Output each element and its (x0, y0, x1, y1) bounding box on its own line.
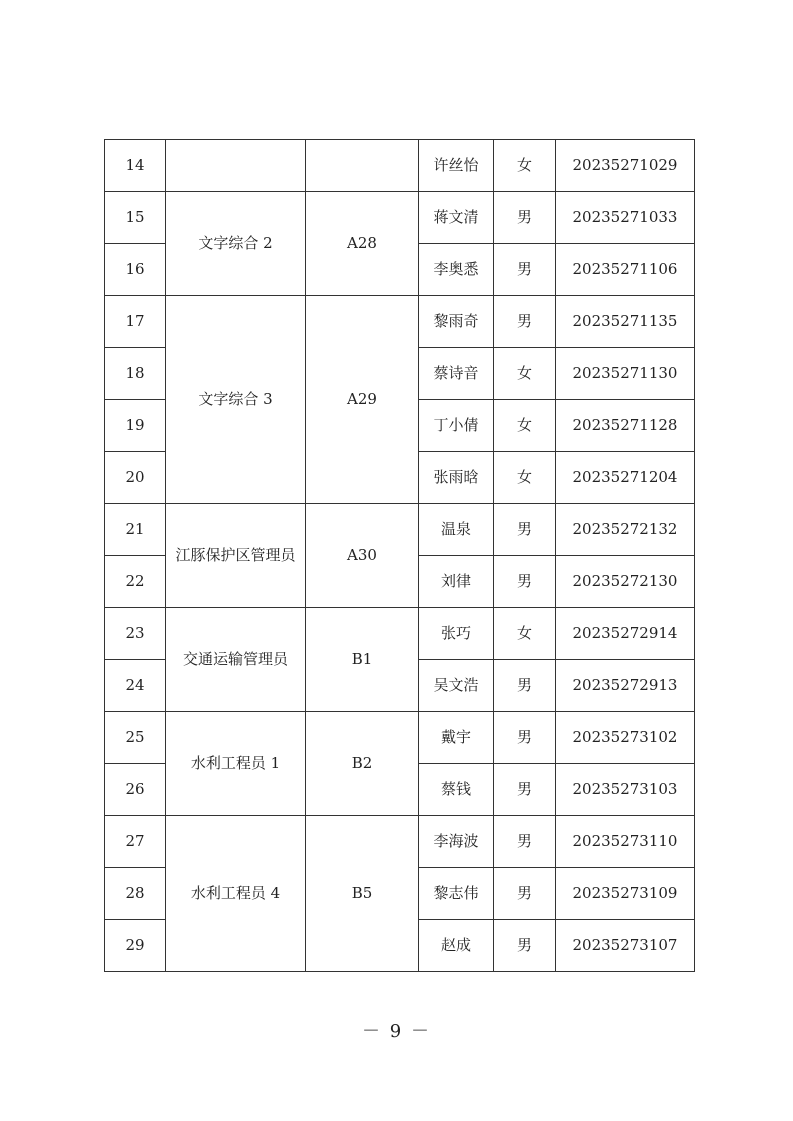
exam-id: 20235271128 (556, 400, 695, 452)
exam-id: 20235272130 (556, 556, 695, 608)
position-name (166, 140, 306, 192)
candidate-gender: 女 (494, 452, 556, 504)
position-name: 文字综合 2 (166, 192, 306, 296)
row-number: 16 (105, 244, 166, 296)
candidate-gender: 女 (494, 608, 556, 660)
row-number: 24 (105, 660, 166, 712)
row-number: 17 (105, 296, 166, 348)
row-number: 21 (105, 504, 166, 556)
exam-id: 20235271106 (556, 244, 695, 296)
row-number: 14 (105, 140, 166, 192)
row-number: 20 (105, 452, 166, 504)
candidate-name: 黎雨奇 (419, 296, 494, 348)
candidate-gender: 男 (494, 712, 556, 764)
row-number: 18 (105, 348, 166, 400)
table-row (105, 504, 695, 556)
table-row (105, 140, 695, 192)
row-number: 25 (105, 712, 166, 764)
position-code: A28 (306, 192, 419, 296)
row-number: 26 (105, 764, 166, 816)
candidate-name: 戴宇 (419, 712, 494, 764)
exam-id: 20235272914 (556, 608, 695, 660)
exam-id: 20235273102 (556, 712, 695, 764)
exam-id: 20235273107 (556, 920, 695, 972)
candidate-gender: 女 (494, 348, 556, 400)
row-number: 28 (105, 868, 166, 920)
candidate-gender: 女 (494, 400, 556, 452)
candidate-gender: 男 (494, 244, 556, 296)
candidate-name: 温泉 (419, 504, 494, 556)
exam-id: 20235271204 (556, 452, 695, 504)
exam-id: 20235272132 (556, 504, 695, 556)
position-name: 水利工程员 4 (166, 816, 306, 972)
position-code: B1 (306, 608, 419, 712)
table-row (105, 816, 695, 868)
candidate-gender: 女 (494, 140, 556, 192)
exam-id: 20235273110 (556, 816, 695, 868)
position-code: B2 (306, 712, 419, 816)
candidate-name: 刘律 (419, 556, 494, 608)
exam-id: 20235271130 (556, 348, 695, 400)
candidate-gender: 男 (494, 296, 556, 348)
candidate-name: 丁小倩 (419, 400, 494, 452)
exam-id: 20235271135 (556, 296, 695, 348)
position-name: 交通运输管理员 (166, 608, 306, 712)
position-code: B5 (306, 816, 419, 972)
position-code: A30 (306, 504, 419, 608)
table-row (105, 296, 695, 348)
candidate-table (104, 139, 695, 972)
row-number: 19 (105, 400, 166, 452)
exam-id: 20235273103 (556, 764, 695, 816)
candidate-name: 李奥悉 (419, 244, 494, 296)
candidate-name: 吴文浩 (419, 660, 494, 712)
candidate-gender: 男 (494, 660, 556, 712)
candidate-name: 黎志伟 (419, 868, 494, 920)
exam-id: 20235272913 (556, 660, 695, 712)
candidate-gender: 男 (494, 868, 556, 920)
candidate-name: 蔡钱 (419, 764, 494, 816)
exam-id: 20235271033 (556, 192, 695, 244)
candidate-gender: 男 (494, 556, 556, 608)
candidate-name: 蒋文清 (419, 192, 494, 244)
table-row (105, 192, 695, 244)
position-name: 文字综合 3 (166, 296, 306, 504)
candidate-name: 张巧 (419, 608, 494, 660)
candidate-name: 李海波 (419, 816, 494, 868)
table-row (105, 608, 695, 660)
row-number: 15 (105, 192, 166, 244)
row-number: 23 (105, 608, 166, 660)
candidate-name: 赵成 (419, 920, 494, 972)
position-code (306, 140, 419, 192)
table-row (105, 712, 695, 764)
exam-id: 20235271029 (556, 140, 695, 192)
candidate-gender: 男 (494, 816, 556, 868)
candidate-name: 许丝怡 (419, 140, 494, 192)
candidate-gender: 男 (494, 764, 556, 816)
row-number: 22 (105, 556, 166, 608)
candidate-gender: 男 (494, 920, 556, 972)
candidate-gender: 男 (494, 192, 556, 244)
candidate-name: 张雨晗 (419, 452, 494, 504)
exam-id: 20235273109 (556, 868, 695, 920)
position-name: 江豚保护区管理员 (166, 504, 306, 608)
candidate-gender: 男 (494, 504, 556, 556)
page-number: － 9 － (362, 1021, 431, 1042)
candidate-name: 蔡诗音 (419, 348, 494, 400)
position-name: 水利工程员 1 (166, 712, 306, 816)
position-code: A29 (306, 296, 419, 504)
row-number: 29 (105, 920, 166, 972)
row-number: 27 (105, 816, 166, 868)
